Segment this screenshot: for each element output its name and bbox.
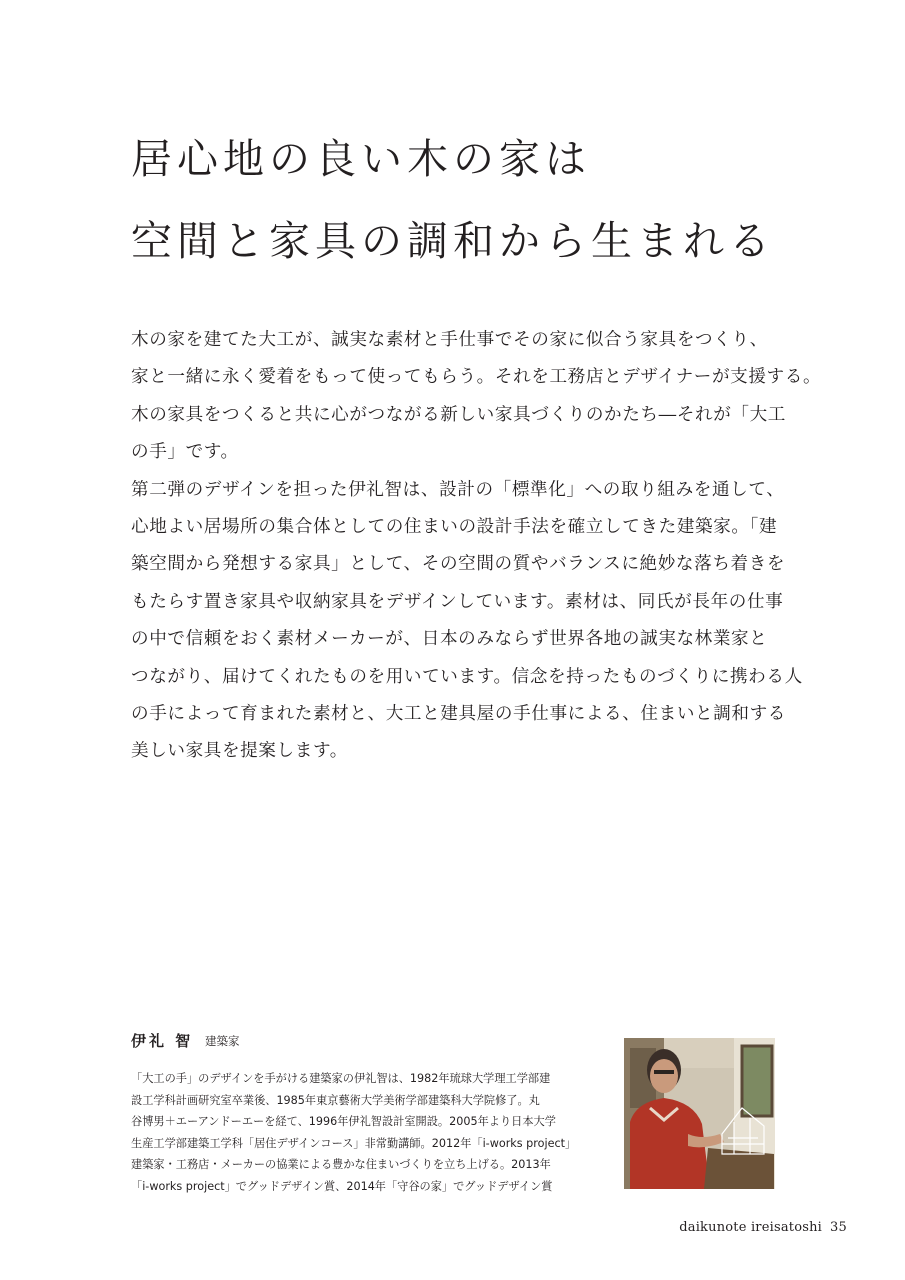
bio-line: 谷博男＋エーアンドーエーを経て、1996年伊礼智設計室開設。2005年より日本大学 xyxy=(131,1115,556,1129)
footer-label: daikunote ireisatoshi xyxy=(679,1220,823,1235)
title-line-1: 居心地の良い木の家は xyxy=(131,135,591,183)
body-line: 美しい家具を提案します。 xyxy=(131,741,348,762)
architect-photo xyxy=(624,1038,775,1189)
body-line: もたらす置き家具や収納家具をデザインしています。素材は、同氏が長年の仕事 xyxy=(131,591,784,612)
body-line: 第二弾のデザインを担った伊礼智は、設計の「標準化」への取り組みを通して、 xyxy=(131,479,785,500)
body-line: つながり、届けてくれたものを用いています。信念を持ったものづくりに携わる人 xyxy=(131,666,803,687)
body-line: の中で信頼をおく素材メーカーが、日本のみならず世界各地の誠実な林業家と xyxy=(131,629,768,650)
body-line: 木の家を建てた大工が、誠実な素材と手仕事でその家に似合う家具をつくり、 xyxy=(131,330,768,350)
bio-line: 「大工の手」のデザインを手がける建築家の伊礼智は、1982年琉球大学理工学部建 xyxy=(131,1072,551,1085)
body-line: の手によって育まれた素材と、大工と建具屋の手仕事による、住まいと調和する xyxy=(131,704,786,725)
body-line: 家と一緒に永く愛着をもって使ってもらう。それを工務店とデザイナーが支援する。 xyxy=(131,367,822,388)
body-text xyxy=(131,322,822,771)
body-line: 築空間から発想する家具」として、その空間の質やバランスに絶妙な落ち着きを xyxy=(131,554,786,575)
bio-line: 生産工学部建築工学科「居住デザインコース」非常勤講師。2012年「i-works project」 xyxy=(131,1136,577,1150)
profile-name: 伊礼 智 xyxy=(131,1032,194,1050)
bio-line: 建築家・工務店・メーカーの協業による豊かな住まいづくりを立ち上げる。2013年 xyxy=(131,1158,551,1172)
body-line: の手」です。 xyxy=(131,442,239,463)
page-number: 35 xyxy=(830,1220,847,1235)
page-footer xyxy=(679,1220,847,1235)
profile-bio xyxy=(131,1068,601,1198)
bio-line: 「i-works project」でグッドデザイン賞、2014年「守谷の家」でグッドデザイン賞 xyxy=(131,1179,553,1193)
bio-line: 設工学科計画研究室卒業後、1985年東京藝術大学美術学部建築科大学院修了。丸 xyxy=(131,1093,540,1107)
profile-role: 建築家 xyxy=(205,1034,240,1048)
body-line: 木の家具をつくると共に心がつながる新しい家具づくりのかたち―それが「大工 xyxy=(131,404,786,425)
body-line: 心地よい居場所の集合体としての住まいの設計手法を確立してきた建築家。「建 xyxy=(131,517,778,538)
page-title xyxy=(131,118,831,282)
title-line-2: 空間と家具の調和から生まれる xyxy=(131,217,775,265)
